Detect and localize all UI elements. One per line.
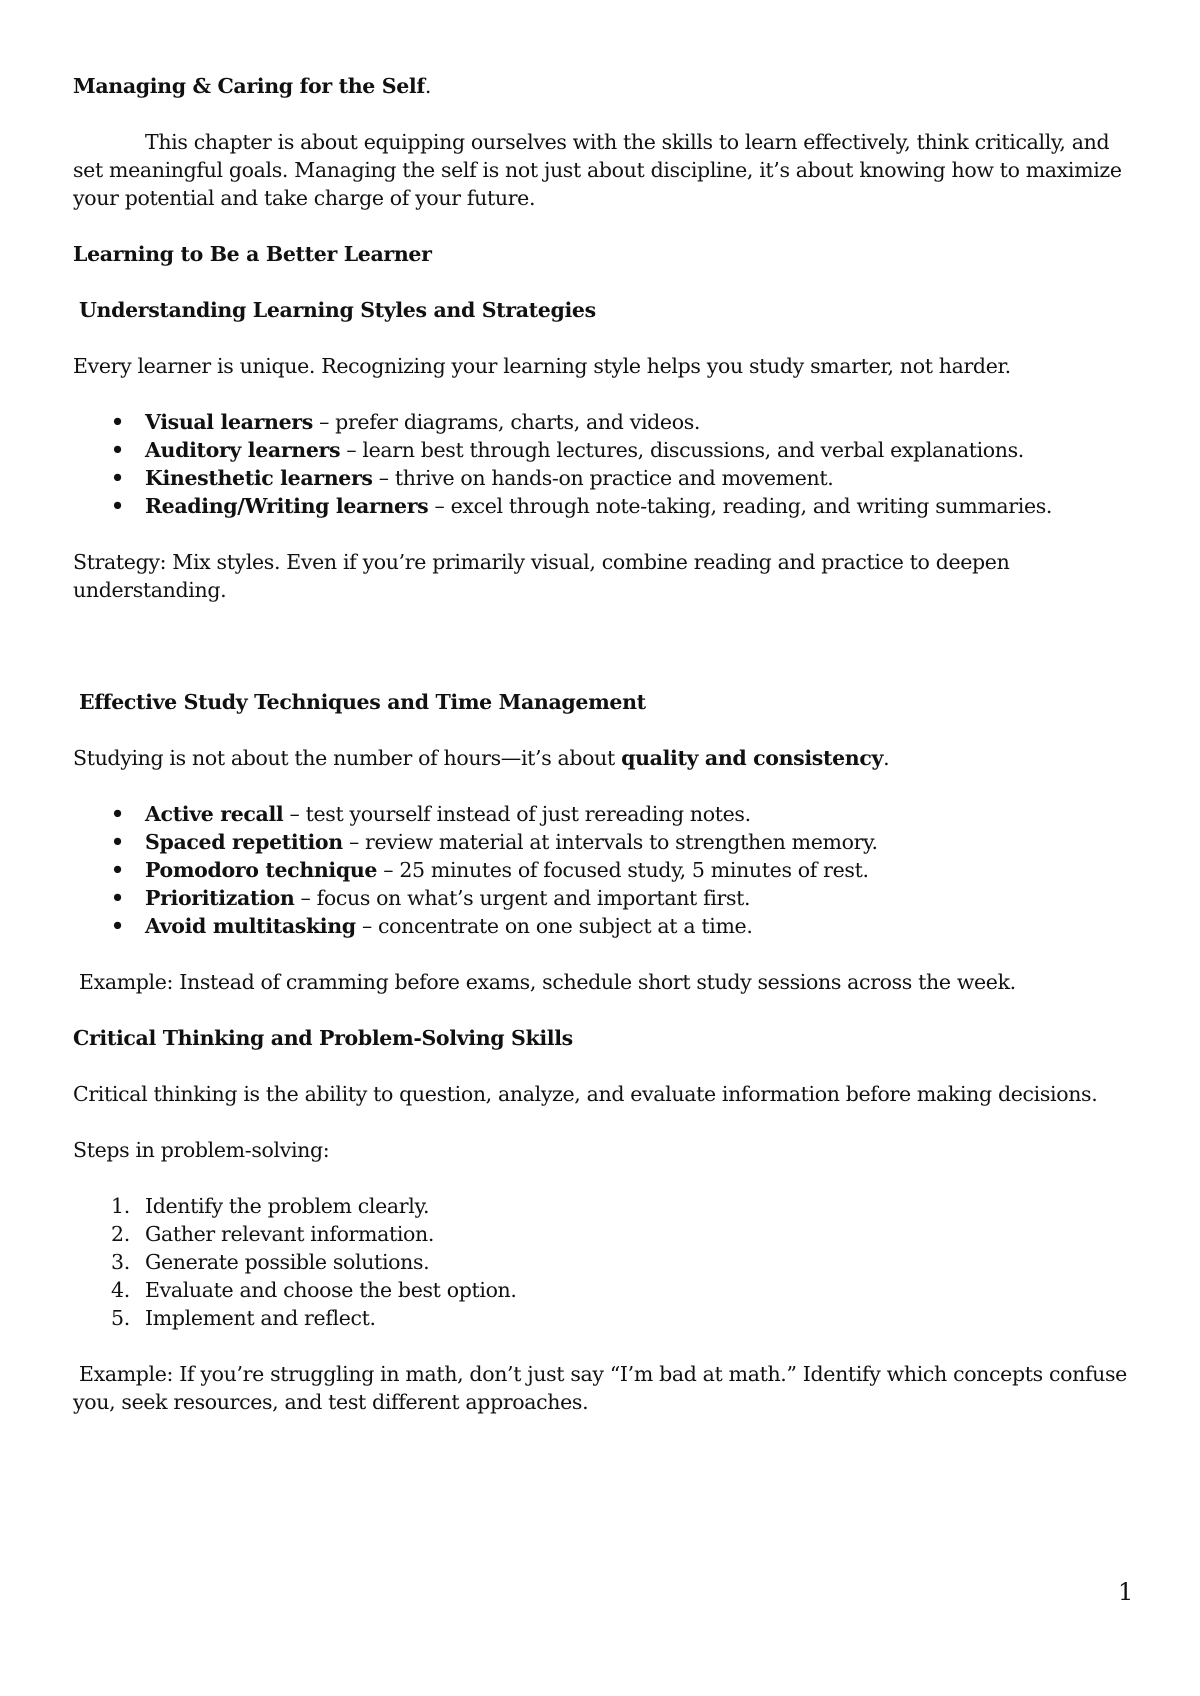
title-period: .: [424, 74, 431, 98]
bullet-icon: •: [111, 802, 124, 826]
list-item: [73, 800, 1143, 828]
list-item-term: Kinesthetic learners: [145, 466, 373, 490]
list-item-desc: – learn best through lectures, discussions, and verbal explanations.: [340, 438, 1024, 462]
list-item-desc: – review material at intervals to strengthen memory.: [342, 830, 878, 854]
list-item-term: Visual learners: [145, 410, 313, 434]
critical-example-paragraph: Example: If you’re struggling in math, don’t just say “I’m bad at math.” Identify which concepts confuse you, seek resources, and test different approaches.: [73, 1362, 1127, 1414]
list-item-desc: – excel through note-taking, reading, and writing summaries.: [428, 494, 1053, 518]
list-item: [73, 492, 1143, 520]
strategy-paragraph: Strategy: Mix styles. Even if you’re primarily visual, combine reading and practice to deepen understanding.: [73, 550, 1010, 602]
document-title: [73, 72, 1143, 100]
list-item-term: Auditory learners: [145, 438, 341, 462]
list-item: [73, 408, 1143, 436]
step-text: Implement and reflect.: [145, 1306, 376, 1330]
subheading-learning-styles: Understanding Learning Styles and Strategies: [79, 298, 596, 322]
subheading-study-techniques: Effective Study Techniques and Time Management: [79, 690, 646, 714]
list-item: [73, 436, 1143, 464]
list-item: [73, 464, 1143, 492]
bullet-icon: •: [111, 858, 124, 882]
study-techniques-list: [73, 800, 1143, 940]
list-item: [73, 1276, 1143, 1304]
list-item: [73, 1220, 1143, 1248]
list-item: [73, 1304, 1143, 1332]
list-item: [73, 912, 1143, 940]
problem-solving-steps: [73, 1192, 1143, 1332]
bullet-icon: •: [111, 494, 124, 518]
step-text: Generate possible solutions.: [145, 1250, 430, 1274]
bullet-icon: •: [111, 886, 124, 910]
list-item-term: Active recall: [145, 802, 284, 826]
list-item-desc: – prefer diagrams, charts, and videos.: [312, 410, 701, 434]
step-text: Identify the problem clearly.: [145, 1194, 430, 1218]
step-text: Evaluate and choose the best option.: [145, 1278, 517, 1302]
page-number: 1: [1118, 1578, 1134, 1606]
step-number: 2.: [111, 1222, 130, 1246]
study-paragraph-emphasis: quality and consistency: [621, 746, 884, 770]
list-item-desc: – test yourself instead of just rereading notes.: [283, 802, 751, 826]
bullet-icon: •: [111, 914, 124, 938]
study-paragraph-lead: Studying is not about the number of hours—it’s about: [73, 746, 622, 770]
step-number: 1.: [111, 1194, 130, 1218]
list-item: [73, 856, 1143, 884]
title-text: Managing & Caring for the Self: [73, 74, 425, 98]
bullet-icon: •: [111, 830, 124, 854]
list-item: [73, 1248, 1143, 1276]
bullet-icon: •: [111, 466, 124, 490]
steps-label: Steps in problem-solving:: [73, 1138, 330, 1162]
list-item-term: Pomodoro technique: [145, 858, 378, 882]
list-item: [73, 1192, 1143, 1220]
bullet-icon: •: [111, 410, 124, 434]
step-number: 3.: [111, 1250, 130, 1274]
critical-thinking-paragraph: Critical thinking is the ability to question, analyze, and evaluate information before making decisions.: [73, 1082, 1098, 1106]
list-item-term: Prioritization: [145, 886, 295, 910]
study-paragraph-end: .: [883, 746, 890, 770]
blank-space: [73, 604, 1143, 688]
list-item-term: Reading/Writing learners: [145, 494, 429, 518]
study-example-paragraph: Example: Instead of cramming before exams, schedule short study sessions across the week.: [79, 970, 1016, 994]
document-body: [73, 72, 1143, 1444]
section-heading-critical-thinking: Critical Thinking and Problem-Solving Skills: [73, 1026, 573, 1050]
list-item-desc: – focus on what’s urgent and important first.: [294, 886, 751, 910]
step-number: 4.: [111, 1278, 130, 1302]
learning-styles-list: [73, 408, 1143, 520]
list-item-term: Avoid multitasking: [145, 914, 356, 938]
study-techniques-paragraph: [73, 744, 1143, 772]
intro-paragraph: This chapter is about equipping ourselves with the skills to learn effectively, think critically, and set meaningful goals. Managing the self is not just about discipline, it’s about knowing how to maximize your potential and take charge of your future.: [73, 130, 1122, 210]
list-item: [73, 828, 1143, 856]
list-item-desc: – 25 minutes of focused study, 5 minutes of rest.: [377, 858, 869, 882]
list-item-desc: – thrive on hands-on practice and movement.: [372, 466, 834, 490]
step-text: Gather relevant information.: [145, 1222, 435, 1246]
list-item-desc: – concentrate on one subject at a time.: [355, 914, 753, 938]
list-item-term: Spaced repetition: [145, 830, 343, 854]
section-heading-learning: Learning to Be a Better Learner: [73, 242, 432, 266]
bullet-icon: •: [111, 438, 124, 462]
step-number: 5.: [111, 1306, 130, 1330]
list-item: [73, 884, 1143, 912]
learning-styles-paragraph: Every learner is unique. Recognizing your learning style helps you study smarter, not harder.: [73, 354, 1011, 378]
